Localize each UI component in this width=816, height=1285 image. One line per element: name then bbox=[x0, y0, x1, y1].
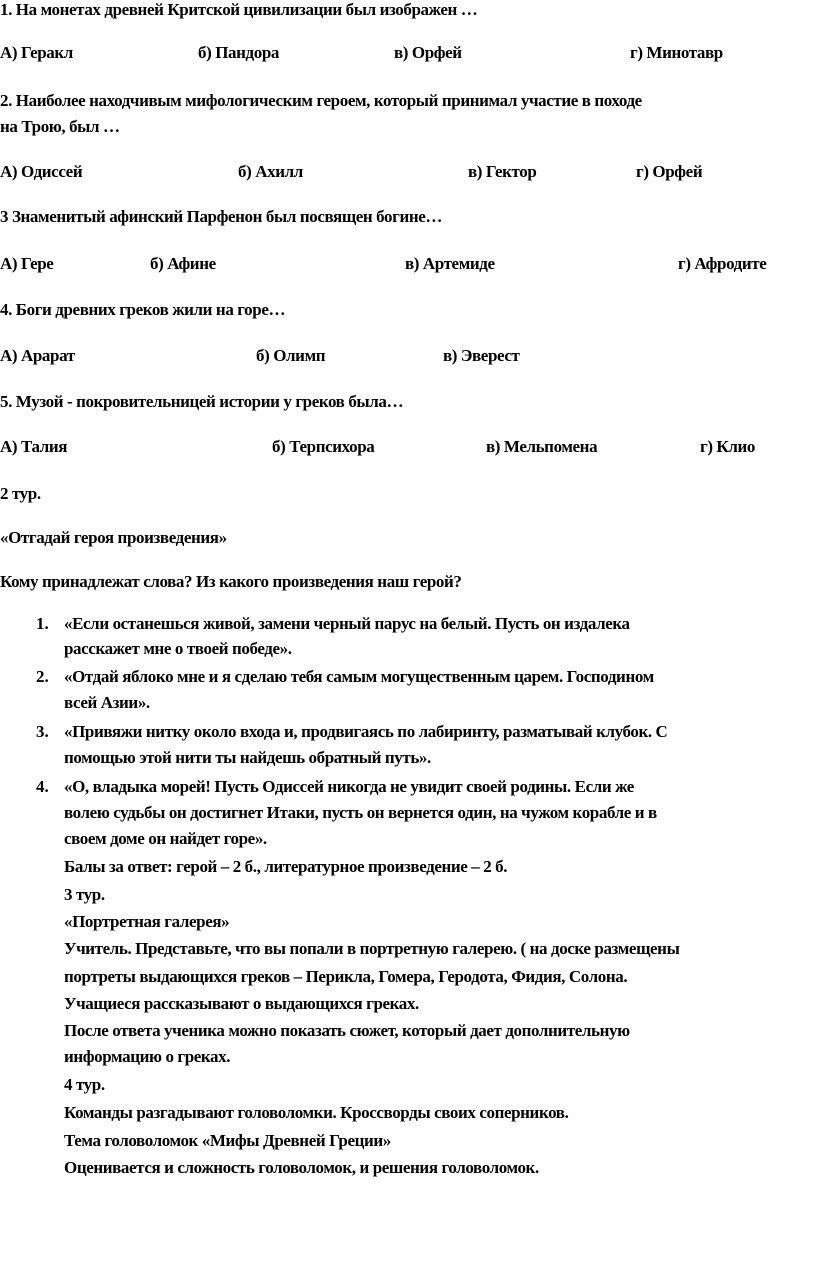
round-2-item-4-line-3: своем доме он найдет горе». bbox=[64, 829, 267, 848]
round-4-heading: 4 тур. bbox=[64, 1075, 105, 1094]
question-4-option-a: А) Арарат bbox=[0, 346, 75, 365]
round-2-heading: 2 тур. bbox=[0, 484, 41, 503]
question-3-option-a: А) Гере bbox=[0, 254, 54, 273]
question-5-text: 5. Музой - покровительницей истории у греков была… bbox=[0, 392, 404, 411]
round-3-title: «Портретная галерея» bbox=[64, 912, 230, 931]
round-2-score-note: Балы за ответ: герой – 2 б., литературное произведение – 2 б. bbox=[64, 857, 508, 876]
question-5-option-b: б) Терпсихора bbox=[272, 437, 375, 456]
question-1-text: 1. На монетах древней Критской цивилизации был изображен … bbox=[0, 0, 478, 19]
round-2-item-2-line-2: всей Азии». bbox=[64, 693, 150, 712]
round-2-item-2-number: 2. bbox=[36, 667, 49, 686]
round-2-item-1-line-2: расскажет мне о твоей победе». bbox=[64, 639, 292, 658]
round-2-prompt: Кому принадлежат слова? Из какого произведения наш герой? bbox=[0, 572, 462, 591]
question-2-text-line-2: на Трою, был … bbox=[0, 117, 120, 136]
round-2-item-1-line-1: «Если останешься живой, замени черный парус на белый. Пусть он издалека bbox=[64, 614, 630, 633]
question-1-option-a: А) Геракл bbox=[0, 43, 73, 62]
round-2-item-4-number: 4. bbox=[36, 777, 49, 796]
question-4-text: 4. Боги древних греков жили на горе… bbox=[0, 300, 286, 319]
round-3-line-5: информацию о греках. bbox=[64, 1047, 231, 1066]
question-2-option-c: в) Гектор bbox=[468, 162, 537, 181]
question-3-option-b: б) Афине bbox=[150, 254, 216, 273]
question-4-option-c: в) Эверест bbox=[443, 346, 520, 365]
question-2-option-a: А) Одиссей bbox=[0, 162, 83, 181]
round-3-heading: 3 тур. bbox=[64, 885, 105, 904]
round-4-line-1: Команды разгадывают головоломки. Кроссворды своих соперников. bbox=[64, 1103, 569, 1122]
round-2-item-3-number: 3. bbox=[36, 722, 49, 741]
question-3-option-d: г) Афродите bbox=[678, 254, 767, 273]
round-3-line-4: После ответа ученика можно показать сюжет, который дает дополнительную bbox=[64, 1021, 630, 1040]
round-2-item-2-line-1: «Отдай яблоко мне и я сделаю тебя самым могущественным царем. Господином bbox=[64, 667, 654, 686]
question-3-option-c: в) Артемиде bbox=[405, 254, 495, 273]
question-2-option-b: б) Ахилл bbox=[238, 162, 303, 181]
question-4-option-b: б) Олимп bbox=[256, 346, 326, 365]
question-1-option-d: г) Минотавр bbox=[630, 43, 723, 62]
question-2-text-line-1: 2. Наиболее находчивым мифологическим героем, который принимал участие в походе bbox=[0, 91, 642, 110]
round-3-line-3: Учащиеся рассказывают о выдающихся греках. bbox=[64, 994, 419, 1013]
question-1-option-c: в) Орфей bbox=[394, 43, 462, 62]
round-2-item-4-line-2: волею судьбы он достигнет Итаки, пусть он вернется один, на чужом корабле и в bbox=[64, 803, 657, 822]
question-5-option-a: А) Талия bbox=[0, 437, 68, 456]
round-4-line-3: Оценивается и сложность головоломок, и решения головоломок. bbox=[64, 1158, 539, 1177]
round-3-line-1: Учитель. Представьте, что вы попали в портретную галерею. ( на доске размещены bbox=[64, 939, 680, 958]
round-3-line-2: портреты выдающихся греков – Перикла, Гомера, Геродота, Фидия, Солона. bbox=[64, 967, 628, 986]
round-4-line-2: Тема головоломок «Мифы Древней Греции» bbox=[64, 1131, 391, 1150]
round-2-title: «Отгадай героя произведения» bbox=[0, 528, 227, 547]
round-2-item-1-number: 1. bbox=[36, 614, 49, 633]
round-2-item-3-line-2: помощью этой нити ты найдешь обратный путь». bbox=[64, 748, 431, 767]
question-5-option-d: г) Клио bbox=[700, 437, 755, 456]
round-2-item-3-line-1: «Привяжи нитку около входа и, продвигаясь по лабиринту, разматывай клубок. С bbox=[64, 722, 668, 741]
round-2-item-4-line-1: «О, владыка морей! Пусть Одиссей никогда не увидит своей родины. Если же bbox=[64, 777, 634, 796]
question-2-option-d: г) Орфей bbox=[636, 162, 703, 181]
question-1-option-b: б) Пандора bbox=[198, 43, 279, 62]
question-3-text: 3 Знаменитый афинский Парфенон был посвящен богине… bbox=[0, 207, 442, 226]
question-5-option-c: в) Мельпомена bbox=[486, 437, 598, 456]
